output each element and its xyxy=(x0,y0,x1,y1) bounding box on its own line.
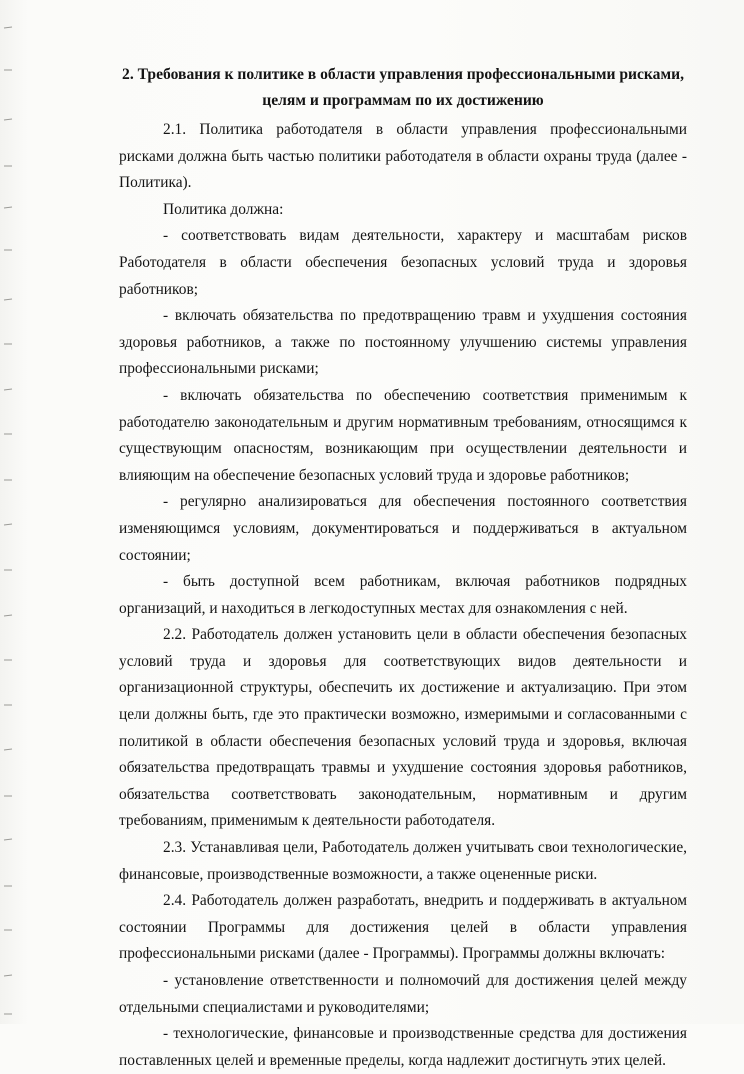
binding-edge-marks xyxy=(0,0,30,1024)
paragraph-2-4: 2.4. Работодатель должен разработать, внедрить и поддерживать в актуальном состоянии Программы для достижения целей в области управления профессиональными рисками (далее - Программы). Программы должны включать: xyxy=(119,892,687,963)
document-body xyxy=(119,62,687,1074)
program-item-1: - установление ответственности и полномочий для достижения целей между отдельными специалистами и руководителями; xyxy=(119,972,687,1016)
paragraph-2-3: 2.3. Устанавливая цели, Работодатель должен учитывать свои технологические, финансовые, производственные возможности, а также оцененные риски. xyxy=(119,839,687,883)
paragraph-policy-intro: Политика должна: xyxy=(163,200,284,218)
paragraph-2-2: 2.2. Работодатель должен установить цели в области обеспечения безопасных условий труда и здоровья для соответствующих видов деятельности и организационной структуры, обеспечить их достижение и актуализацию. При этом цели должны быть, где это практически возможно, измеримыми и согласованными с политикой в области обеспечения безопасных условий труда и здоровья, включая обязательства предотвращать травмы и ухудшение состояния здоровья работников, обязательства соответствовать законодательным, нормативным и другим требованиям, применимым к деятельности работодателя. xyxy=(119,626,687,830)
section-heading-line-1: 2. Требования к политике в области управления профессиональными рисками, xyxy=(122,66,684,83)
section-heading-line-2: целям и программам по их достижению xyxy=(262,92,544,109)
section-heading xyxy=(119,62,687,114)
policy-item-5: - быть доступной всем работникам, включая работников подрядных организаций, и находиться в легкодоступных местах для ознакомления с ней. xyxy=(119,573,687,617)
paragraph-2-1: 2.1. Политика работодателя в области управления профессиональными рисками должна быть частью политики работодателя в области охраны труда (далее - Политика). xyxy=(119,121,687,192)
binding-marks-graphic xyxy=(0,0,30,1024)
policy-item-2: - включать обязательства по предотвращению травм и ухудшения состояния здоровья работников, а также по постоянному улучшению системы управления профессиональными рисками; xyxy=(119,307,687,378)
policy-item-4: - регулярно анализироваться для обеспечения постоянного соответствия изменяющимся условиям, документироваться и поддерживаться в актуальном состоянии; xyxy=(119,493,687,564)
program-item-2: - технологические, финансовые и производственные средства для достижения поставленных целей и временные пределы, когда надлежит достигнуть этих целей. xyxy=(119,1025,687,1069)
policy-item-1: - соответствовать видам деятельности, характеру и масштабам рисков Работодателя в области обеспечения безопасных условий труда и здоровья работников; xyxy=(119,227,687,298)
policy-item-3: - включать обязательства по обеспечению соответствия применимым к работодателю законодательным и другим нормативным требованиям, относящимся к существующим опасностям, возникающим при осуществлении деятельности и влияющим на обеспечение безопасных условий труда и здоровье работников; xyxy=(119,386,687,484)
